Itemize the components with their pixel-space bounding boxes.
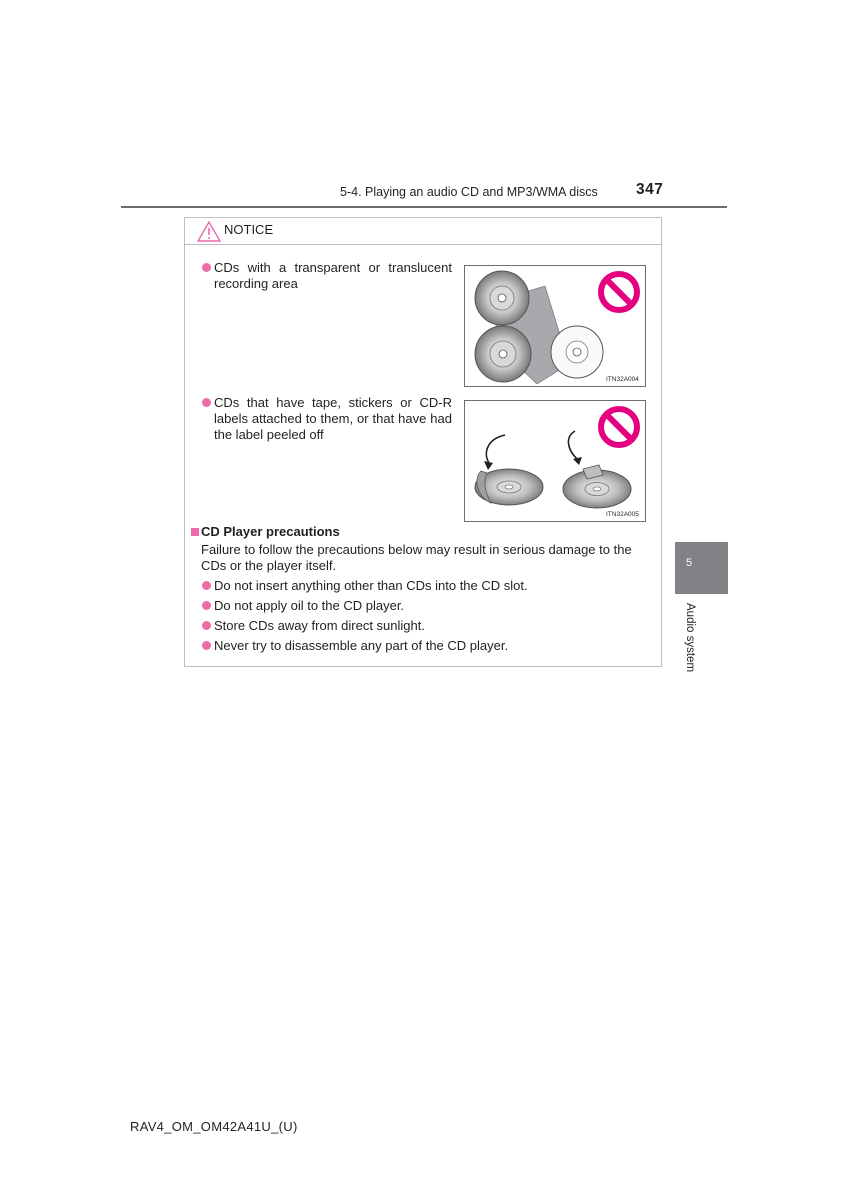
pink-square-marker-icon — [191, 528, 199, 536]
precautions-heading: CD Player precautions — [201, 524, 340, 539]
bullet-icon — [202, 641, 211, 650]
notice-item-text: CDs that have tape, stickers or CD-R labels attached to them, or that have had the label peeled off — [214, 395, 452, 442]
bullet-icon — [202, 263, 211, 272]
section-title: 5-4. Playing an audio CD and MP3/WMA discs — [340, 185, 598, 199]
page-number: 347 — [636, 181, 664, 198]
footer-document-code: RAV4_OM_OM42A41U_(U) — [130, 1119, 298, 1134]
chapter-label: Audio system — [684, 603, 696, 673]
notice-divider — [185, 244, 661, 245]
figure-labeled-cds — [464, 400, 646, 522]
bullet-icon — [202, 621, 211, 630]
precautions-intro: Failure to follow the precautions below may result in serious damage to the CDs or the player itself. — [201, 542, 632, 573]
precaution-item: Store CDs away from direct sunlight. — [214, 618, 425, 633]
bullet-icon — [202, 581, 211, 590]
precaution-item: Do not insert anything other than CDs into the CD slot. — [214, 578, 528, 593]
prohibition-sign-icon — [597, 270, 641, 314]
figure-code: ITN32A005 — [606, 511, 639, 518]
warning-triangle-icon — [197, 221, 221, 242]
prohibition-sign-icon — [597, 405, 641, 449]
header-rule — [121, 206, 727, 208]
precaution-item: Do not apply oil to the CD player. — [214, 598, 405, 613]
notice-item-text: CDs with a transparent or translucent recording area — [214, 260, 452, 291]
bullet-icon — [202, 601, 211, 610]
precaution-item: Never try to disassemble any part of the CD player. — [214, 638, 509, 653]
notice-title: NOTICE — [224, 222, 274, 237]
chapter-number: 5 — [686, 557, 693, 569]
figure-code: ITN32A004 — [606, 376, 639, 383]
chapter-tab — [675, 542, 728, 594]
bullet-icon — [202, 398, 211, 407]
figure-transparent-cds — [464, 265, 646, 387]
